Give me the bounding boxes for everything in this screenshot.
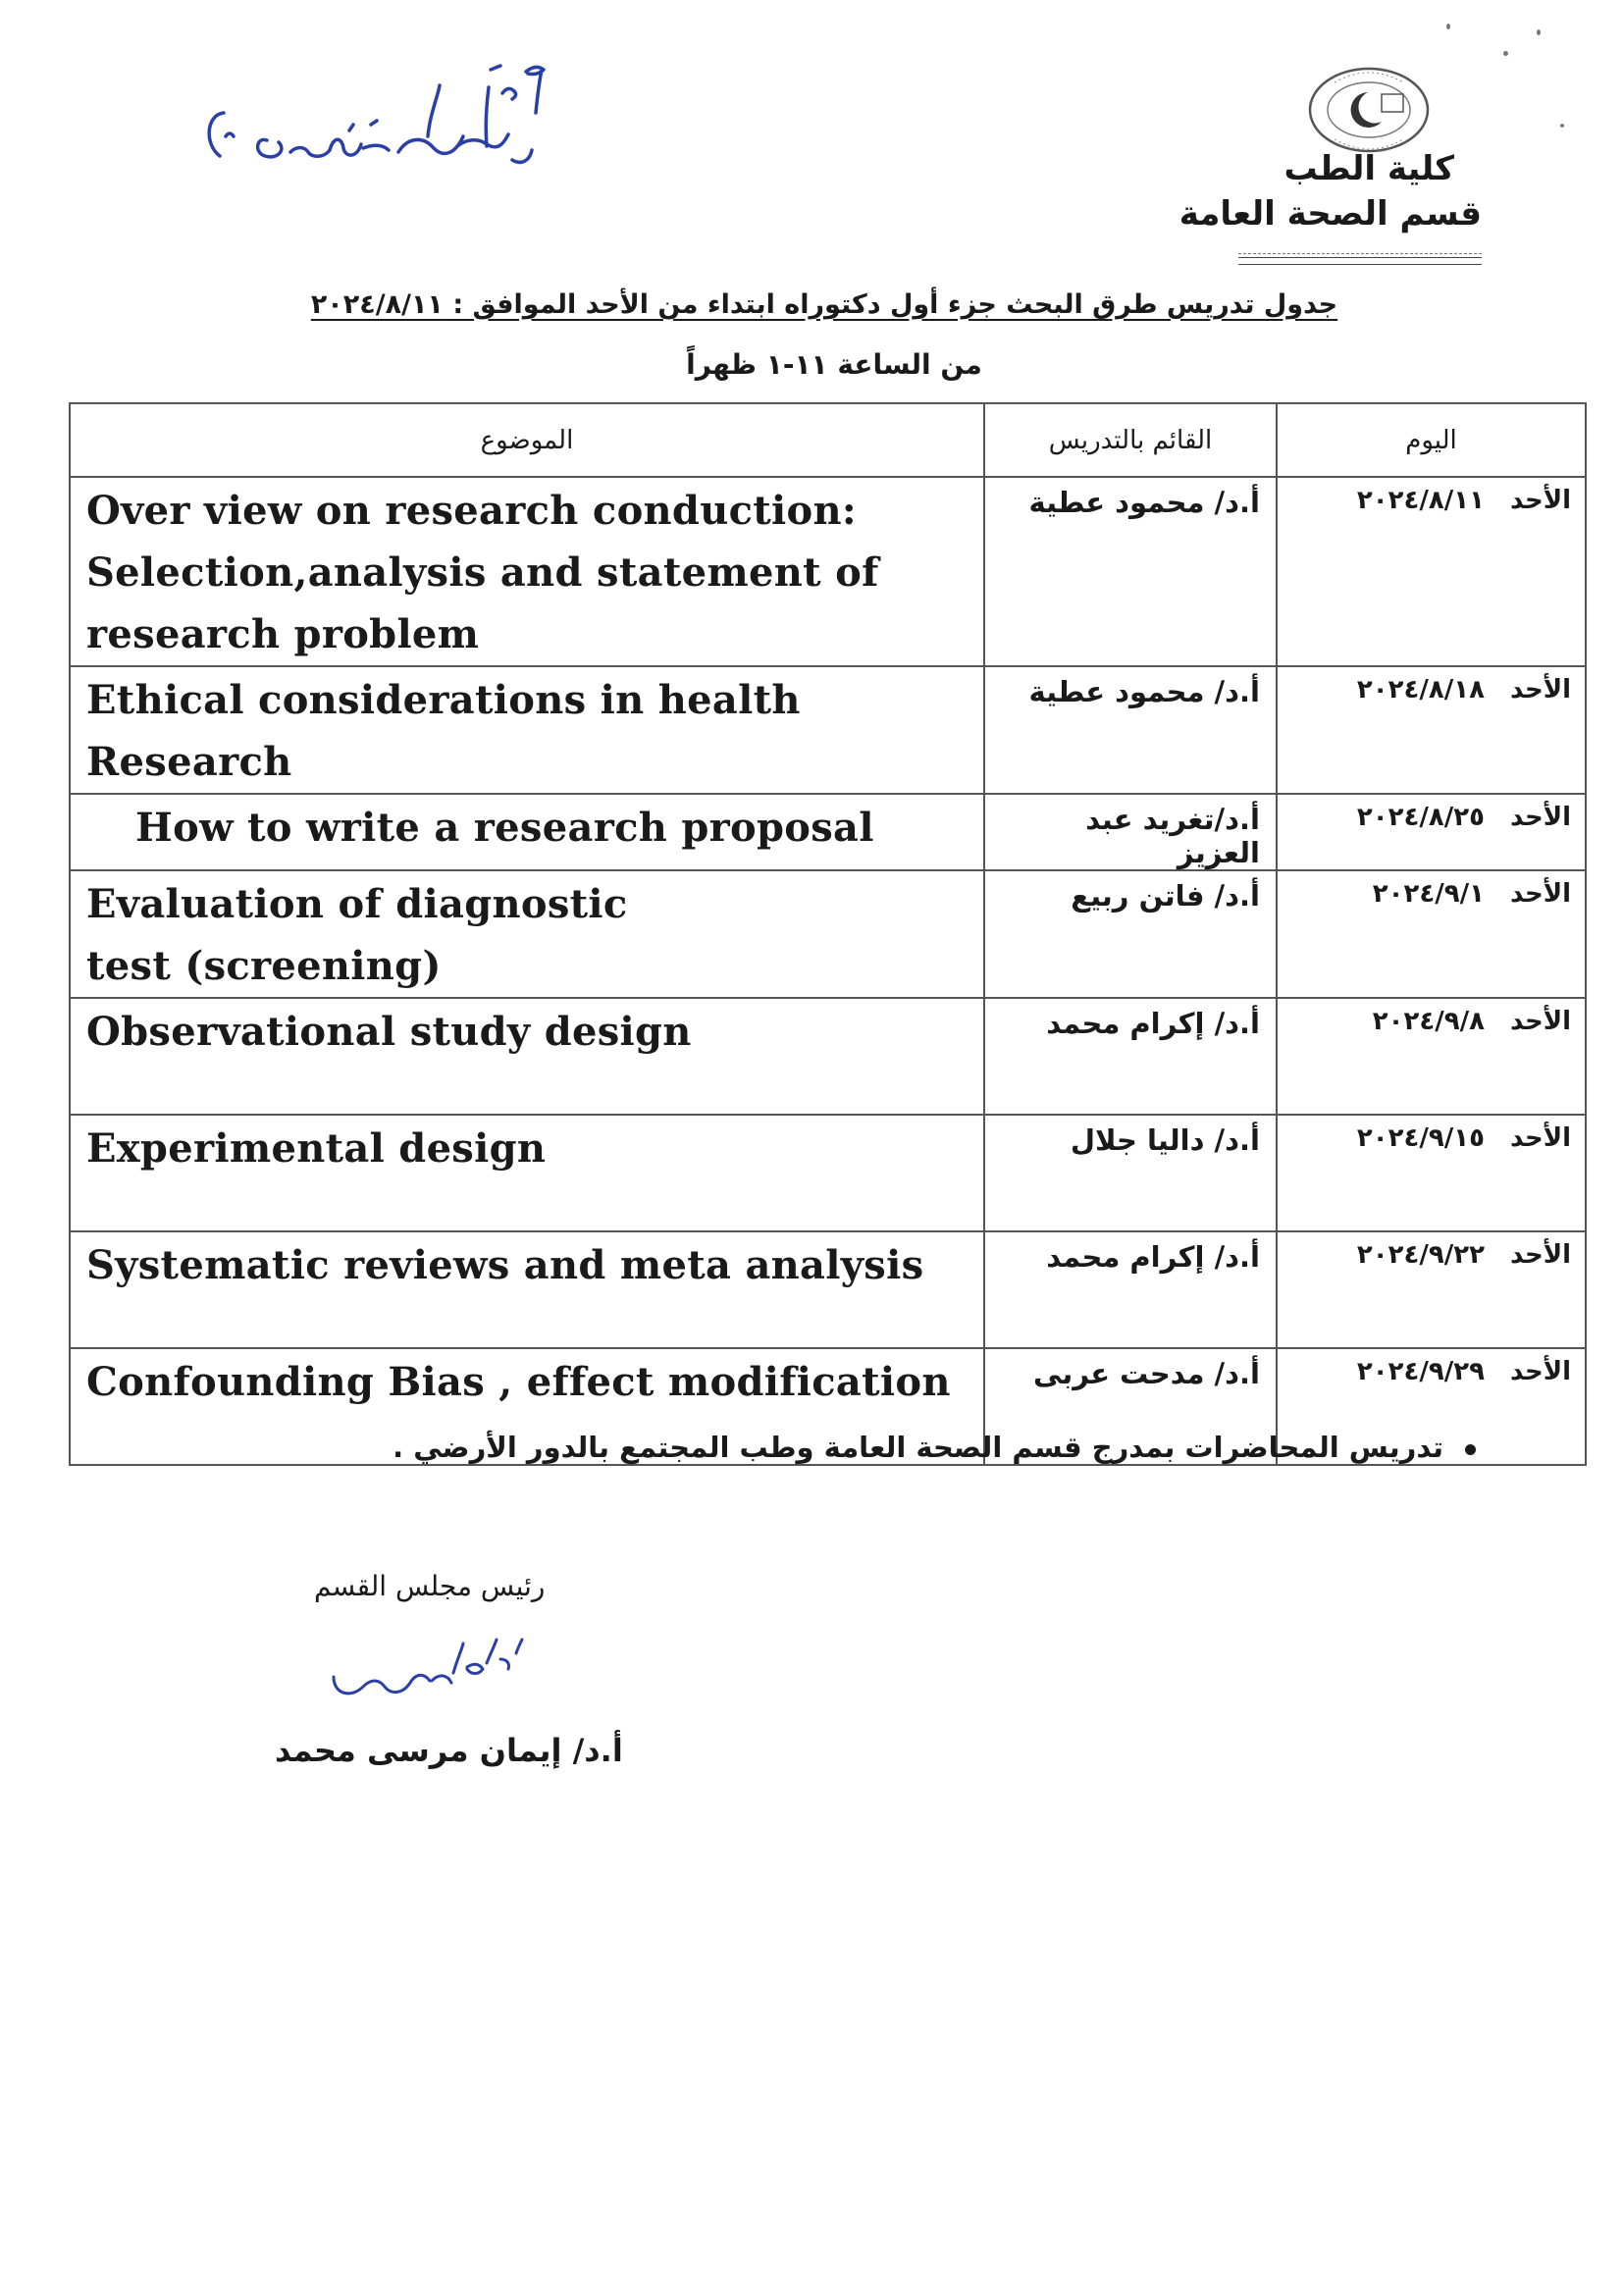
department-name: قسم الصحة العامة — [1178, 194, 1482, 234]
scan-speck — [1560, 124, 1564, 128]
table-header-row — [70, 403, 1586, 477]
lecturer-cell: أ.د/ مدحت عربى — [984, 1348, 1277, 1465]
topic-cell: Ethical considerations in health Research — [70, 666, 984, 794]
header-day: اليوم — [1277, 403, 1586, 477]
topic-cell: Evaluation of diagnostic test (screening) — [70, 870, 984, 998]
table-row — [70, 870, 1586, 998]
lecturer-cell: أ.د/ داليا جلال — [984, 1115, 1277, 1231]
table-row — [70, 998, 1586, 1115]
date: ٢٠٢٤/٨/١١ — [1356, 486, 1485, 515]
lecturer-cell: أ.د/ محمود عطية — [984, 666, 1277, 794]
divider — [1238, 253, 1482, 254]
note-text: تدريس المحاضرات بمدرج قسم الصحة العامة وطب المجتمع بالدور الأرضي . — [393, 1431, 1443, 1464]
lecture-time: من الساعة ١١-١ ظهراً — [686, 348, 982, 381]
header-lecturer: القائم بالتدريس — [984, 403, 1277, 477]
day-name: الأحد — [1509, 675, 1571, 704]
day-name: الأحد — [1509, 1357, 1571, 1386]
day-cell — [1277, 870, 1586, 998]
header-topic: الموضوع — [70, 403, 984, 477]
day-name: الأحد — [1509, 1240, 1571, 1270]
day-cell — [1277, 1231, 1586, 1348]
table-row — [70, 666, 1586, 794]
day-name: الأحد — [1509, 486, 1571, 515]
date: ٢٠٢٤/٨/٢٥ — [1356, 803, 1485, 832]
handwritten-note — [196, 54, 608, 191]
day-name: الأحد — [1509, 803, 1571, 832]
date: ٢٠٢٤/٩/١ — [1372, 879, 1485, 909]
day-name: الأحد — [1509, 1123, 1571, 1153]
day-cell — [1277, 666, 1586, 794]
day-name: الأحد — [1509, 879, 1571, 909]
lecturer-cell: أ.د/ محمود عطية — [984, 477, 1277, 666]
topic-cell: Confounding Bias , effect modification — [70, 1348, 984, 1465]
day-cell — [1277, 477, 1586, 666]
lecture-location-note — [393, 1431, 1476, 1464]
table-row — [70, 477, 1586, 666]
divider-double — [1238, 257, 1482, 265]
signatory-name: أ.د/ إيمان مرسى محمد — [275, 1732, 623, 1769]
faculty-name: كلية الطب — [1283, 149, 1454, 188]
date: ٢٠٢٤/٩/٢٢ — [1356, 1240, 1485, 1270]
scan-speck — [1503, 51, 1508, 56]
date: ٢٠٢٤/٨/١٨ — [1356, 675, 1485, 704]
lecturer-cell: أ.د/ إكرام محمد — [984, 1231, 1277, 1348]
topic-cell: How to write a research proposal — [70, 794, 984, 870]
day-cell — [1277, 794, 1586, 870]
document-title: جدول تدريس طرق البحث جزء أول دكتوراه ابتداء من الأحد الموافق : ٢٠٢٤/٨/١١ — [310, 289, 1338, 320]
date: ٢٠٢٤/٩/٨ — [1372, 1007, 1485, 1036]
schedule-table — [69, 402, 1587, 1466]
lecturer-cell: أ.د/ إكرام محمد — [984, 998, 1277, 1115]
table-row — [70, 1115, 1586, 1231]
day-cell — [1277, 998, 1586, 1115]
day-name: الأحد — [1509, 1007, 1571, 1036]
table-row — [70, 794, 1586, 870]
date: ٢٠٢٤/٩/١٥ — [1356, 1123, 1485, 1153]
scan-speck — [1446, 24, 1450, 29]
topic-cell: Observational study design — [70, 998, 984, 1115]
topic-cell: Experimental design — [70, 1115, 984, 1231]
topic-cell: Over view on research conduction: Selection,analysis and statement of research problem — [70, 477, 984, 666]
lecturer-cell: أ.د/ فاتن ربيع — [984, 870, 1277, 998]
table-row — [70, 1231, 1586, 1348]
day-cell — [1277, 1115, 1586, 1231]
date: ٢٠٢٤/٩/٢٩ — [1356, 1357, 1485, 1386]
scan-speck — [1537, 29, 1541, 35]
topic-cell: Systematic reviews and meta analysis — [70, 1231, 984, 1348]
signature-scribble — [324, 1634, 540, 1712]
lecturer-cell: أ.د/تغريد عبد العزيز — [984, 794, 1277, 870]
signature-title: رئيس مجلس القسم — [314, 1570, 546, 1602]
bullet-icon — [1465, 1444, 1476, 1455]
